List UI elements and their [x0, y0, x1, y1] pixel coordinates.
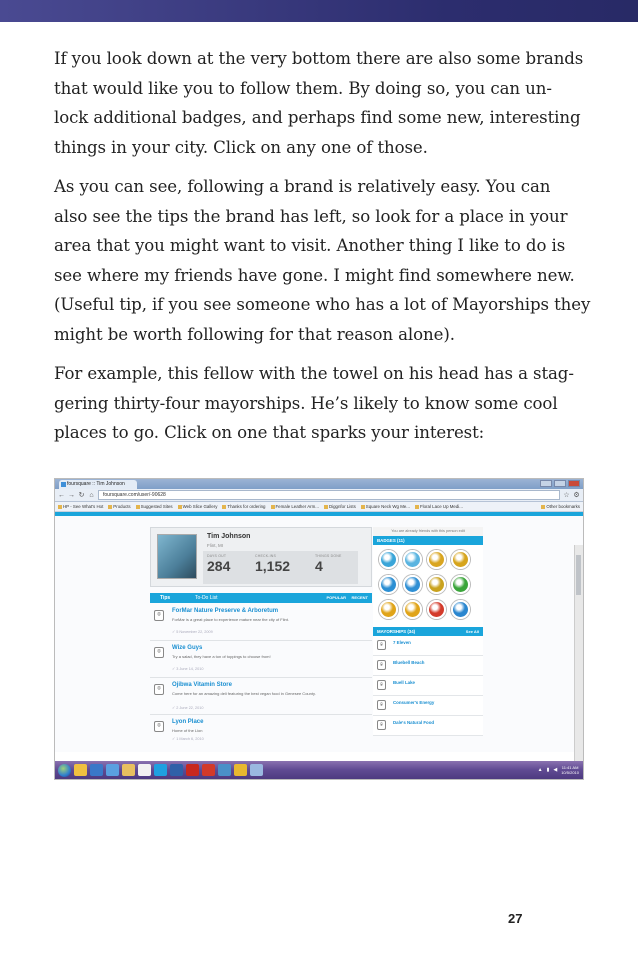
body-text	[54, 44, 594, 458]
tip-item[interactable]	[150, 604, 372, 641]
mayorship-item[interactable]	[373, 696, 483, 716]
bookmark[interactable]: Suggested Sites	[136, 504, 173, 509]
bookmark[interactable]: Square Neck Wg Me...	[361, 504, 410, 509]
reload-icon[interactable]: ↻	[78, 492, 85, 499]
tip-title[interactable]: Wize Guys	[172, 645, 203, 651]
tip-description: Come here for an amazing deli featuring the best vegan food in Genesee County.	[172, 691, 316, 696]
acrobat-icon[interactable]	[186, 764, 199, 776]
text-line: (Useful tip, if you see someone who has a lot of Mayorships they	[54, 295, 591, 314]
text-line: might be worth following for that reason alone).	[54, 324, 455, 344]
tip-description: ForMar is a great place to experience mature near the city of Flint.	[172, 617, 289, 622]
badge-icon[interactable]	[379, 600, 398, 619]
text-line: that would like you to follow them. By doing so, you can un-	[54, 78, 552, 98]
chrome-icon[interactable]	[234, 764, 247, 776]
site-header-strip	[55, 512, 583, 516]
browser-tabbar	[55, 479, 583, 489]
tab-recent[interactable]: RECENT	[351, 595, 368, 600]
text-line: see where my friends have gone. I might find somewhere new.	[54, 265, 575, 285]
badge-icon[interactable]	[403, 550, 422, 569]
tip-meta: ✓ 3 June 14, 2010	[172, 667, 204, 671]
mayorship-name[interactable]: Consumer's Energy	[393, 700, 435, 705]
sidebar	[373, 527, 483, 736]
paragraph-2	[54, 172, 594, 349]
close-icon[interactable]	[568, 480, 580, 487]
bookmarks-bar	[55, 502, 583, 512]
browser-tab[interactable]	[59, 480, 137, 489]
app-icon[interactable]	[138, 764, 151, 776]
place-icon: ⌾	[377, 640, 386, 650]
maximize-icon[interactable]	[554, 480, 566, 487]
explorer-icon[interactable]	[74, 764, 87, 776]
foursquare-favicon-icon	[61, 482, 66, 487]
place-icon: ⌾	[377, 680, 386, 690]
tips-tabbar	[150, 593, 372, 603]
tip-meta: ✓ 5 November 22, 2009	[172, 630, 213, 634]
tip-item[interactable]	[150, 715, 372, 751]
app-icon[interactable]	[170, 764, 183, 776]
stats-box	[203, 551, 358, 584]
tip-title[interactable]: Ojibwa Vitamin Store	[172, 682, 232, 688]
tab-title: foursquare :: Tim Johnson	[67, 481, 125, 487]
flag-icon[interactable]: ▲	[537, 767, 543, 773]
food-icon: ⌾	[154, 647, 164, 658]
text-line: places to go. Click on one that sparks your interest:	[54, 423, 485, 442]
app-icon[interactable]	[250, 764, 263, 776]
mayorship-name[interactable]: Buell Lake	[393, 680, 415, 685]
text-line: gering thirty-four mayorships. He’s likely to know some cool	[54, 393, 558, 413]
mayorship-item[interactable]	[373, 716, 483, 736]
internet-explorer-icon[interactable]	[106, 764, 119, 776]
tip-title[interactable]: Lyon Place	[172, 719, 204, 725]
badge-icon[interactable]	[403, 600, 422, 619]
badge-icon[interactable]	[451, 575, 470, 594]
profile-name: Tim Johnson	[207, 533, 251, 540]
tip-meta: ✓ 1 March 6, 2010	[172, 737, 204, 741]
windows-taskbar	[55, 761, 583, 779]
text-line: As you can see, following a brand is relatively easy. You can	[54, 177, 551, 196]
place-icon: ⌾	[377, 720, 386, 730]
shop-icon: ⌾	[154, 684, 164, 695]
back-icon[interactable]: ←	[58, 491, 65, 499]
text-line: area that you might want to visit. Another thing I like to do is	[54, 236, 566, 255]
mayorship-name[interactable]: 7 Eleven	[393, 640, 411, 645]
bookmark[interactable]: Products	[108, 504, 130, 509]
embedded-screenshot	[54, 478, 584, 780]
mayorship-item[interactable]	[373, 676, 483, 696]
system-tray	[538, 765, 583, 775]
tip-description: Try a salad, they have a ton of toppings to choose from!	[172, 654, 271, 659]
place-icon: ⌾	[154, 721, 164, 732]
stat-things-done: THINGS DONE 4	[315, 554, 342, 574]
mayorship-name[interactable]: Bluebell Beach	[393, 660, 425, 665]
paragraph-3	[54, 359, 594, 448]
mayorships-header	[373, 627, 483, 636]
mayorship-item[interactable]	[373, 636, 483, 656]
other-bookmarks[interactable]: Other bookmarks	[541, 504, 580, 509]
mayorships-title: MAYORSHIPS (34)	[377, 629, 416, 634]
text-line: also see the tips the brand has left, so look for a place in your	[54, 206, 568, 226]
tip-description: Home of the Lion	[172, 728, 203, 733]
scrollbar-thumb[interactable]	[576, 555, 581, 595]
badge-icon[interactable]	[451, 600, 470, 619]
folder-icon[interactable]	[122, 764, 135, 776]
badge-icon[interactable]	[451, 550, 470, 569]
address-bar[interactable]: foursquare.com/user/-90628	[98, 490, 560, 500]
bookmark[interactable]: Female Leather Arm...	[271, 504, 319, 509]
stat-days-out: DAYS OUT 284	[207, 554, 231, 574]
network-icon[interactable]: ▮	[546, 767, 550, 773]
wrench-icon[interactable]: ⚙	[573, 492, 580, 499]
bookmark[interactable]: Thanks for ordering	[222, 504, 265, 509]
profile-location: Flint, MI	[207, 543, 224, 548]
tab-popular[interactable]: POPULAR	[326, 595, 346, 600]
badge-icon[interactable]	[427, 575, 446, 594]
profile-card	[150, 527, 372, 587]
clock[interactable]: 11:41 AM 10/5/2010	[561, 765, 579, 775]
star-icon[interactable]: ☆	[563, 492, 570, 499]
see-all-link[interactable]: See All	[465, 629, 479, 634]
mayorship-name[interactable]: Dale's Natural Food	[393, 720, 435, 725]
tip-title[interactable]: ForMar Nature Preserve & Arboretum	[172, 608, 279, 614]
bookmark[interactable]: Floral Lace Up Medi...	[415, 504, 463, 509]
place-icon: ⌾	[377, 660, 386, 670]
tab-todo-list[interactable]: To-Do List	[195, 595, 218, 601]
badge-icon[interactable]	[427, 600, 446, 619]
tip-meta: ✓ 2 June 22, 2010	[172, 706, 204, 710]
skype-icon[interactable]	[154, 764, 167, 776]
bookmark[interactable]: HP - See What's Hot	[58, 504, 103, 509]
friends-note: You are already friends with this person edit	[373, 527, 483, 536]
browser-navbar	[55, 489, 583, 502]
window-controls	[540, 480, 580, 487]
start-button-icon[interactable]	[58, 764, 71, 777]
tip-item[interactable]	[150, 641, 372, 678]
volume-icon[interactable]: ◀	[553, 767, 558, 773]
mayorship-item[interactable]	[373, 656, 483, 676]
home-icon[interactable]: ⌂	[89, 491, 94, 499]
bookmark[interactable]: Diggnfor Lists	[324, 504, 356, 509]
minimize-icon[interactable]	[540, 480, 552, 487]
scrollbar[interactable]	[574, 545, 583, 780]
place-icon: ⌾	[154, 610, 164, 621]
badge-icon[interactable]	[427, 550, 446, 569]
badges-grid	[373, 545, 483, 627]
tab-tips[interactable]: Tips	[160, 595, 171, 601]
forward-icon[interactable]: →	[68, 491, 75, 499]
header-band	[0, 0, 638, 22]
bookmark[interactable]: Web Slice Gallery	[178, 504, 218, 509]
tip-item[interactable]	[150, 678, 372, 715]
stat-check-ins: CHECK-INS 1,152	[255, 554, 291, 574]
badge-icon[interactable]	[379, 550, 398, 569]
place-icon: ⌾	[377, 700, 386, 710]
text-line: things in your city. Click on any one of those.	[54, 137, 428, 157]
page-number: 27	[508, 911, 523, 926]
text-line: lock additional badges, and perhaps find some new, interesting	[54, 108, 581, 127]
app-icon[interactable]	[218, 764, 231, 776]
badges-header: BADGES (11)	[373, 536, 483, 545]
avatar[interactable]	[157, 534, 197, 579]
badge-icon[interactable]	[403, 575, 422, 594]
text-line: If you look down at the very bottom there are also some brands	[54, 49, 584, 68]
app-icon[interactable]	[202, 764, 215, 776]
foursquare-page	[55, 512, 583, 752]
text-line: For example, this fellow with the towel on his head has a stag-	[54, 364, 574, 383]
media-player-icon[interactable]	[90, 764, 103, 776]
paragraph-1	[54, 44, 594, 162]
badge-icon[interactable]	[379, 575, 398, 594]
